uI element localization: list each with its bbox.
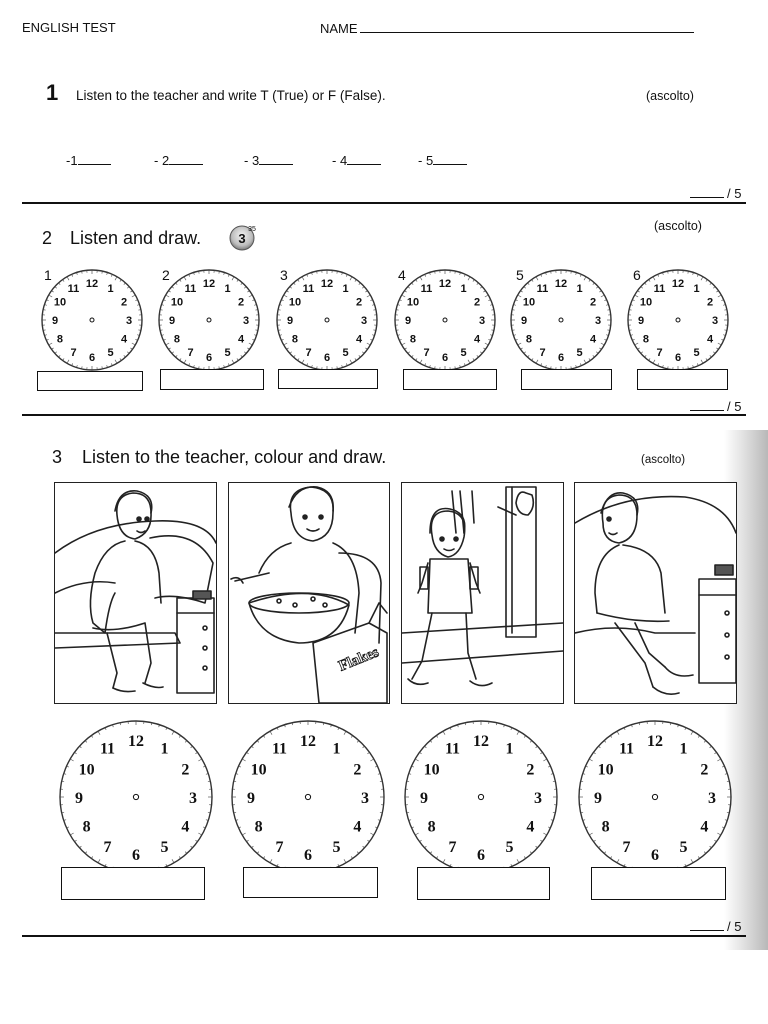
- clock-numeral: 4: [526, 818, 535, 836]
- clock-numeral: 7: [448, 839, 457, 857]
- clock-numeral: 9: [594, 789, 602, 807]
- clock-numeral: 5: [107, 347, 114, 360]
- clock-numeral: 4: [706, 333, 714, 346]
- clock-face-icon[interactable]: [275, 268, 379, 372]
- picture-boy-going-to-school: [401, 482, 564, 704]
- time-answer-box[interactable]: [637, 369, 728, 390]
- clock-numeral: 1: [505, 740, 514, 758]
- name-field[interactable]: [320, 20, 694, 36]
- tf-item-label: - 5: [418, 153, 434, 168]
- clock-numeral: 6: [205, 351, 213, 364]
- clock-numeral: 12: [647, 732, 663, 750]
- clock-numeral: 2: [353, 761, 362, 779]
- score-total: / 5: [727, 186, 742, 201]
- clock-numeral: 8: [82, 818, 91, 836]
- clock-numeral: 1: [460, 282, 467, 295]
- tf-item-label: - 3: [244, 153, 260, 168]
- clock-numeral: 8: [291, 333, 299, 346]
- clock-numeral: 7: [423, 347, 430, 360]
- clock-numeral: 7: [622, 839, 631, 857]
- clock-numeral: 4: [355, 333, 363, 346]
- clock-numeral: 9: [420, 789, 428, 807]
- clock-numeral: 8: [642, 333, 650, 346]
- clock-numeral: 4: [589, 333, 597, 346]
- clock-face-icon[interactable]: [577, 719, 733, 875]
- clock-numeral: 2: [355, 296, 363, 309]
- section-3-ascolto: (ascolto): [641, 454, 686, 466]
- tf-item-label: -1: [66, 153, 78, 168]
- clock-label: 6: [633, 267, 641, 283]
- section-1-score[interactable]: [690, 186, 741, 201]
- time-answer-box[interactable]: [521, 369, 612, 390]
- clock-numeral: 11: [99, 740, 116, 758]
- clock-numeral: 2: [700, 761, 709, 779]
- clock-numeral: 8: [254, 818, 263, 836]
- section-2-score[interactable]: [690, 399, 741, 414]
- clock-label: 3: [280, 267, 288, 283]
- clock-numeral: 5: [679, 839, 688, 857]
- name-label: NAME: [320, 21, 358, 36]
- clock-numeral: 10: [423, 761, 440, 779]
- clock-numeral: 11: [618, 740, 635, 758]
- clock-numeral: 3: [594, 314, 602, 327]
- clock-face-icon[interactable]: [58, 719, 214, 875]
- clock-numeral: 2: [237, 296, 245, 309]
- clock-numeral: 3: [189, 789, 197, 807]
- clock-numeral: 6: [651, 846, 659, 864]
- score-blank[interactable]: [690, 186, 724, 198]
- clock-numeral: 2: [526, 761, 535, 779]
- divider-3: [22, 935, 746, 937]
- tf-item-4[interactable]: [332, 153, 381, 168]
- section-3-instruction: Listen to the teacher, colour and draw.: [82, 447, 387, 467]
- section-2-instruction: Listen and draw.: [70, 228, 202, 248]
- clock-numeral: 8: [525, 333, 533, 346]
- clock-numeral: 3: [360, 314, 368, 327]
- clock-numeral: 6: [674, 351, 682, 364]
- clock-numeral: 7: [70, 347, 77, 360]
- clock-numeral: 9: [51, 314, 59, 327]
- clock-numeral: 9: [286, 314, 294, 327]
- clock-numeral: 9: [637, 314, 645, 327]
- time-answer-box[interactable]: [403, 369, 497, 390]
- clock-numeral: 2: [473, 296, 481, 309]
- clock-face-icon[interactable]: [403, 719, 559, 875]
- picture-boy-eating-breakfast: [228, 482, 390, 704]
- clock-numeral: 12: [85, 277, 99, 290]
- clock-numeral: 9: [247, 789, 255, 807]
- section-2-number: 2: [42, 228, 53, 248]
- tf-item-3[interactable]: [244, 153, 293, 168]
- clock-numeral: 11: [420, 282, 433, 295]
- clock-numeral: 12: [128, 732, 144, 750]
- clock-numeral: 11: [67, 282, 80, 295]
- clock-numeral: 8: [427, 818, 436, 836]
- clock-numeral: 2: [120, 296, 128, 309]
- clock-face-icon[interactable]: [626, 268, 730, 372]
- clock-numeral: 1: [576, 282, 583, 295]
- cd-icon: [228, 222, 258, 252]
- clock-label: 5: [516, 267, 524, 283]
- clock-numeral: 12: [554, 277, 568, 290]
- clock-numeral: 12: [300, 732, 316, 750]
- clock-face-icon[interactable]: [393, 268, 497, 372]
- clock-numeral: 10: [597, 761, 614, 779]
- clock-numeral: 6: [88, 351, 96, 364]
- tf-item-1[interactable]: [66, 153, 111, 168]
- clock-numeral: 10: [639, 296, 653, 309]
- clock-label: 4: [398, 267, 406, 283]
- clock-numeral: 4: [700, 818, 709, 836]
- clock-numeral: 4: [237, 333, 245, 346]
- section-3-score[interactable]: [690, 919, 741, 934]
- clock-numeral: 10: [250, 761, 267, 779]
- tf-blank[interactable]: [347, 153, 381, 165]
- clock-numeral: 1: [332, 740, 341, 758]
- time-answer-box[interactable]: [160, 369, 264, 390]
- clock-numeral: 3: [125, 314, 133, 327]
- test-title: ENGLISH TEST: [22, 20, 116, 35]
- clock-numeral: 10: [406, 296, 420, 309]
- section-1-number: 1: [46, 80, 59, 105]
- tf-item-label: - 4: [332, 153, 348, 168]
- clock-numeral: 11: [271, 740, 288, 758]
- clock-numeral: 7: [305, 347, 312, 360]
- clock-label: 2: [162, 267, 170, 283]
- score-total: / 5: [727, 919, 742, 934]
- clock-numeral: 10: [522, 296, 536, 309]
- clock-numeral: 10: [78, 761, 95, 779]
- clock-numeral: 3: [478, 314, 486, 327]
- clock-numeral: 1: [679, 740, 688, 758]
- clock-numeral: 3: [711, 314, 719, 327]
- clock-numeral: 12: [438, 277, 452, 290]
- section-3-number: 3: [52, 447, 63, 467]
- cereal-box-text: Flakes: [336, 644, 382, 675]
- clock-numeral: 7: [539, 347, 546, 360]
- tf-blank[interactable]: [169, 153, 203, 165]
- clock-numeral: 3: [242, 314, 250, 327]
- clock-numeral: 6: [323, 351, 331, 364]
- clock-numeral: 11: [184, 282, 197, 295]
- time-answer-box[interactable]: [278, 369, 378, 389]
- name-line[interactable]: [360, 20, 694, 33]
- clock-numeral: 11: [302, 282, 315, 295]
- section-1-instruction: Listen to the teacher and write T (True) or F (False).: [76, 88, 386, 103]
- clock-numeral: 8: [173, 333, 181, 346]
- time-answer-box[interactable]: [37, 371, 143, 391]
- clock-numeral: 11: [536, 282, 549, 295]
- clock-numeral: 7: [187, 347, 194, 360]
- time-answer-box[interactable]: [417, 867, 550, 900]
- clock-numeral: 12: [320, 277, 334, 290]
- clock-numeral: 6: [477, 846, 485, 864]
- clock-numeral: 7: [275, 839, 284, 857]
- divider-1: [22, 202, 746, 204]
- time-answer-box[interactable]: [243, 867, 378, 898]
- clock-face-icon[interactable]: [509, 268, 613, 372]
- clock-numeral: 9: [75, 789, 83, 807]
- clock-numeral: 4: [353, 818, 362, 836]
- score-total: / 5: [727, 399, 742, 414]
- clock-face-icon[interactable]: [157, 268, 261, 372]
- clock-numeral: 9: [168, 314, 176, 327]
- clock-numeral: 10: [170, 296, 184, 309]
- clock-numeral: 12: [671, 277, 685, 290]
- clock-numeral: 5: [224, 347, 231, 360]
- clock-numeral: 2: [181, 761, 190, 779]
- clock-numeral: 3: [534, 789, 542, 807]
- clock-numeral: 12: [202, 277, 216, 290]
- time-answer-box[interactable]: [591, 867, 726, 900]
- clock-numeral: 3: [361, 789, 369, 807]
- clock-numeral: 6: [557, 351, 565, 364]
- tf-blank[interactable]: [433, 153, 467, 165]
- clock-numeral: 11: [444, 740, 461, 758]
- section-2-ascolto: (ascolto): [654, 219, 702, 233]
- clock-numeral: 7: [103, 839, 112, 857]
- clock-numeral: 5: [342, 347, 349, 360]
- divider-2: [22, 414, 746, 416]
- tf-item-5[interactable]: [418, 153, 467, 168]
- clock-numeral: 1: [107, 282, 114, 295]
- clock-numeral: 1: [224, 282, 231, 295]
- clock-numeral: 5: [576, 347, 583, 360]
- clock-numeral: 6: [132, 846, 140, 864]
- clock-numeral: 1: [342, 282, 349, 295]
- clock-numeral: 8: [601, 818, 610, 836]
- clock-numeral: 3: [708, 789, 716, 807]
- cd-track-number: 3: [238, 231, 246, 246]
- clock-label: 1: [44, 267, 52, 283]
- clock-numeral: 4: [473, 333, 481, 346]
- section-1-ascolto: (ascolto): [646, 89, 694, 103]
- clock-numeral: 12: [473, 732, 489, 750]
- tf-item-2[interactable]: [154, 153, 203, 168]
- clock-numeral: 9: [520, 314, 528, 327]
- tf-blank[interactable]: [259, 153, 293, 165]
- clock-numeral: 8: [409, 333, 417, 346]
- clock-numeral: 5: [332, 839, 341, 857]
- clock-numeral: 11: [653, 282, 666, 295]
- tf-item-label: - 2: [154, 153, 170, 168]
- clock-numeral: 10: [288, 296, 302, 309]
- score-blank[interactable]: [690, 919, 724, 931]
- clock-numeral: 2: [706, 296, 714, 309]
- clock-face-icon[interactable]: [40, 268, 144, 372]
- clock-numeral: 4: [181, 818, 190, 836]
- clock-numeral: 6: [441, 351, 449, 364]
- clock-numeral: 1: [160, 740, 169, 758]
- clock-numeral: 4: [120, 333, 128, 346]
- clock-numeral: 7: [656, 347, 663, 360]
- clock-numeral: 5: [160, 839, 169, 857]
- clock-numeral: 6: [304, 846, 312, 864]
- clock-numeral: 9: [404, 314, 412, 327]
- clock-face-icon[interactable]: [230, 719, 386, 875]
- clock-numeral: 8: [56, 333, 64, 346]
- clock-numeral: 5: [693, 347, 700, 360]
- cd-track-sub: 35: [248, 226, 256, 233]
- time-answer-box[interactable]: [61, 867, 205, 900]
- picture-boy-waking-up: [54, 482, 217, 704]
- clock-numeral: 5: [505, 839, 514, 857]
- clock-numeral: 2: [589, 296, 597, 309]
- tf-blank[interactable]: [78, 153, 111, 165]
- clock-numeral: 1: [693, 282, 700, 295]
- clock-numeral: 10: [53, 296, 67, 309]
- clock-numeral: 5: [460, 347, 467, 360]
- picture-boy-getting-up: [574, 482, 737, 704]
- score-blank[interactable]: [690, 399, 724, 411]
